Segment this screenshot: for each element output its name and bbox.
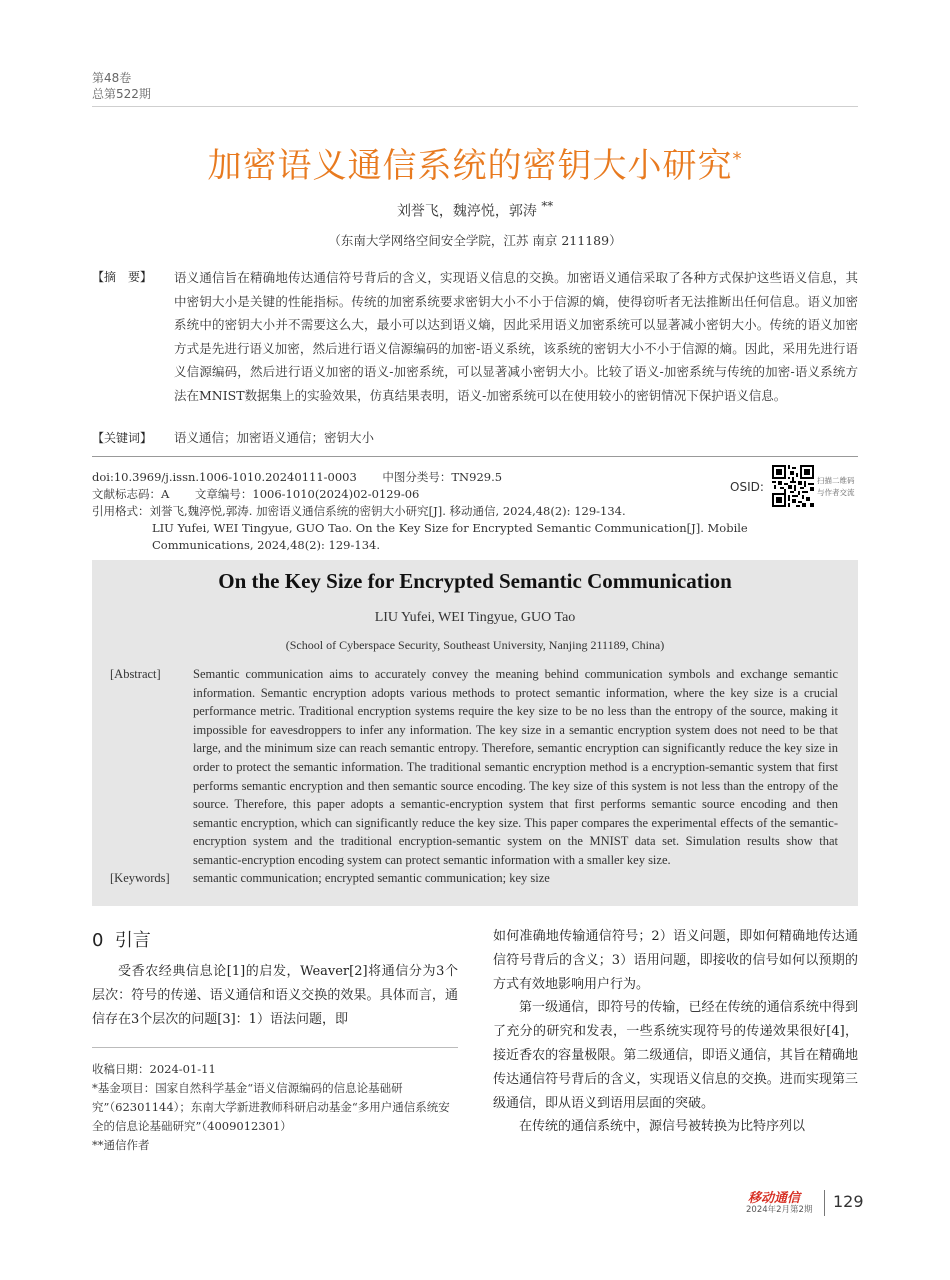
qr-code-icon[interactable] <box>772 465 814 507</box>
clc-code: 中图分类号：TN929.5 <box>382 470 503 484</box>
article-meta <box>92 469 772 554</box>
english-title: On the Key Size for Encrypted Semantic Communication <box>218 569 732 593</box>
english-authors: LIU Yufei, WEI Tingyue, GUO Tao <box>374 610 576 625</box>
received-date: 收稿日期：2024-01-11 <box>92 1062 216 1076</box>
article-number: 文章编号：1006-1010(2024)02-0129-06 <box>194 487 420 501</box>
author-footnote-mark: ** <box>541 199 554 213</box>
body-column-left <box>92 960 458 1031</box>
keywords-cn <box>92 427 858 449</box>
english-keywords-text: semantic communication; encrypted semantic communication; key size <box>193 871 550 885</box>
journal-logo: 移动通信 <box>748 1191 801 1206</box>
keywords-text: 语义通信；加密语义通信；密钥大小 <box>174 430 375 445</box>
section-title: 引言 <box>114 930 151 951</box>
citation-en: LIU Yufei, WEI Tingyue, GUO Tao. On the Key Size for Encrypted Semantic Communication[J]. Mobile Communications, 2024,48(2): 129-134. <box>152 521 748 552</box>
meta-divider <box>92 456 858 457</box>
footnotes <box>92 1060 458 1155</box>
english-abstract <box>110 665 838 870</box>
fund-note: *基金项目：国家自然科学基金“语义信源编码的信息论基础研究”（62301144）；东南大学新进教师科研启动基金“多用户通信系统安全的信息论基础研究”（4009012301） <box>92 1081 450 1133</box>
section-number: 0 <box>92 930 104 951</box>
header-divider <box>92 106 858 107</box>
title-footnote-mark: * <box>732 148 743 170</box>
paper-title: 加密语义通信系统的密钥大小研究* <box>207 146 743 186</box>
corresponding-note: **通信作者 <box>92 1138 150 1152</box>
volume-info <box>92 70 151 102</box>
abstract-text: 语义通信旨在精确地传达通信符号背后的含义，实现语义信息的交换。加密语义通信采取了各种方式保护这些语义信息，其中密钥大小是关键的性能指标。传统的加密系统要求密钥大小不小于信源的熵，使得窃听者无法推断出任何信息。语义加密系统中的密钥大小并不需要这么大，最小可以达到语义熵，因此采用语义加密系统可以显著减小密钥大小。传统的语义加密方式是先进行语义加密，然后进行语义信源编码的加密-语义系统，该系统的密钥大小不小于信源的熵。因此，采用先进行语义信源编码，然后进行语义加密的语义-加密系统，可以显著减小密钥大小。比较了语义-加密系统与传统的加密-语义系统方法在MNIST数据集上的实验效果，仿真结果表明，语义-加密系统可以在使用较小的密钥情况下保护语义信息。 <box>174 270 858 403</box>
footer-divider <box>824 1190 825 1216</box>
paragraph: 受香农经典信息论[1]的启发，Weaver[2]将通信分为3个层次：符号的传递、语义通信和语义交换的效果。具体而言，通信存在3个层次的问题[3]：1）语法问题，即 <box>92 964 458 1027</box>
issue-date: 2024年2月第2期 <box>746 1205 813 1215</box>
section-heading <box>92 926 151 952</box>
issue-total: 总第522期 <box>92 87 151 101</box>
english-keywords-label: [Keywords] <box>110 871 170 885</box>
paragraph: 在传统的通信系统中，源信号被转换为比特序列以 <box>519 1119 806 1135</box>
keywords-label: 【关键词】 <box>92 431 153 445</box>
footnote-divider <box>92 1047 458 1048</box>
affiliation: （东南大学网络空间安全学院，江苏 南京 211189） <box>328 233 622 248</box>
authors: 刘誉飞，魏渟悦，郭涛 ** <box>396 199 554 220</box>
doi[interactable]: doi:10.3969/j.issn.1006-1010.20240111-0003 <box>92 470 357 484</box>
abstract-label: 【摘 要】 <box>92 270 153 284</box>
osid-label: OSID: <box>730 480 764 494</box>
citation-cn: 引用格式：刘誉飞,魏渟悦,郭涛. 加密语义通信系统的密钥大小研究[J]. 移动通信, 2024,48(2): 129-134. <box>92 504 626 518</box>
english-abstract-label: [Abstract] <box>110 667 161 681</box>
english-abstract-text: Semantic communication aims to accurately convey the meaning behind communication symbols and exchange semantic information. Semantic encryption adopts various methods to protect semantic information, where the key size is a crucial performance metric. Traditional encryption systems require the key size to be no less than the entropy of the source, making it impossible for eavesdroppers to infer any information. The key size in a semantic encryption system does not need to be that large, and the minimum size can reach semantic entropy. Therefore, semantic encryption can significantly reduce the key size in order to protect the semantic information. The traditional semantic encryption method is a encryption-semantic system that first performs semantic encryption and then semantic source encoding. The key size of this system is not less than the entropy of the source. Therefore, this paper adopts a semantic-encryption system that first performs semantic source encoding and then semantic encryption, which can significantly reduce the key size. This paper compares the experimental effects of the semantic-encryption system and the traditional encryption-semantic system on the MNIST data set. Simulation results show that semantic-encryption encoding system can protect semantic information with a smaller key size. <box>193 667 838 867</box>
english-affiliation: (School of Cyberspace Security, Southeast University, Nanjing 211189, China) <box>285 638 665 652</box>
paragraph: 第一级通信，即符号的传输，已经在传统的通信系统中得到了充分的研究和发表，一些系统实现符号的传递效果很好[4]，接近香农的容量极限。第二级通信，即语义通信，其旨在精确地传达通信符号背后的含义，实现语义信息的交换。进而实现第三级通信，即从语义到语用层面的突破。 <box>493 1000 858 1111</box>
volume-number: 第48卷 <box>92 71 132 85</box>
qr-note: 扫描二维码 与作者交流 <box>817 476 855 497</box>
body-column-right <box>493 925 858 1139</box>
english-keywords <box>110 871 838 886</box>
abstract-cn <box>92 266 858 407</box>
doc-code: 文献标志码：A <box>92 487 170 501</box>
page-number: 129 <box>833 1192 864 1211</box>
paragraph: 如何准确地传输通信符号；2）语义问题，即如何精确地传达通信符号背后的含义；3）语用问题，即接收的信号如何以预期的方式有效地影响用户行为。 <box>493 929 858 992</box>
